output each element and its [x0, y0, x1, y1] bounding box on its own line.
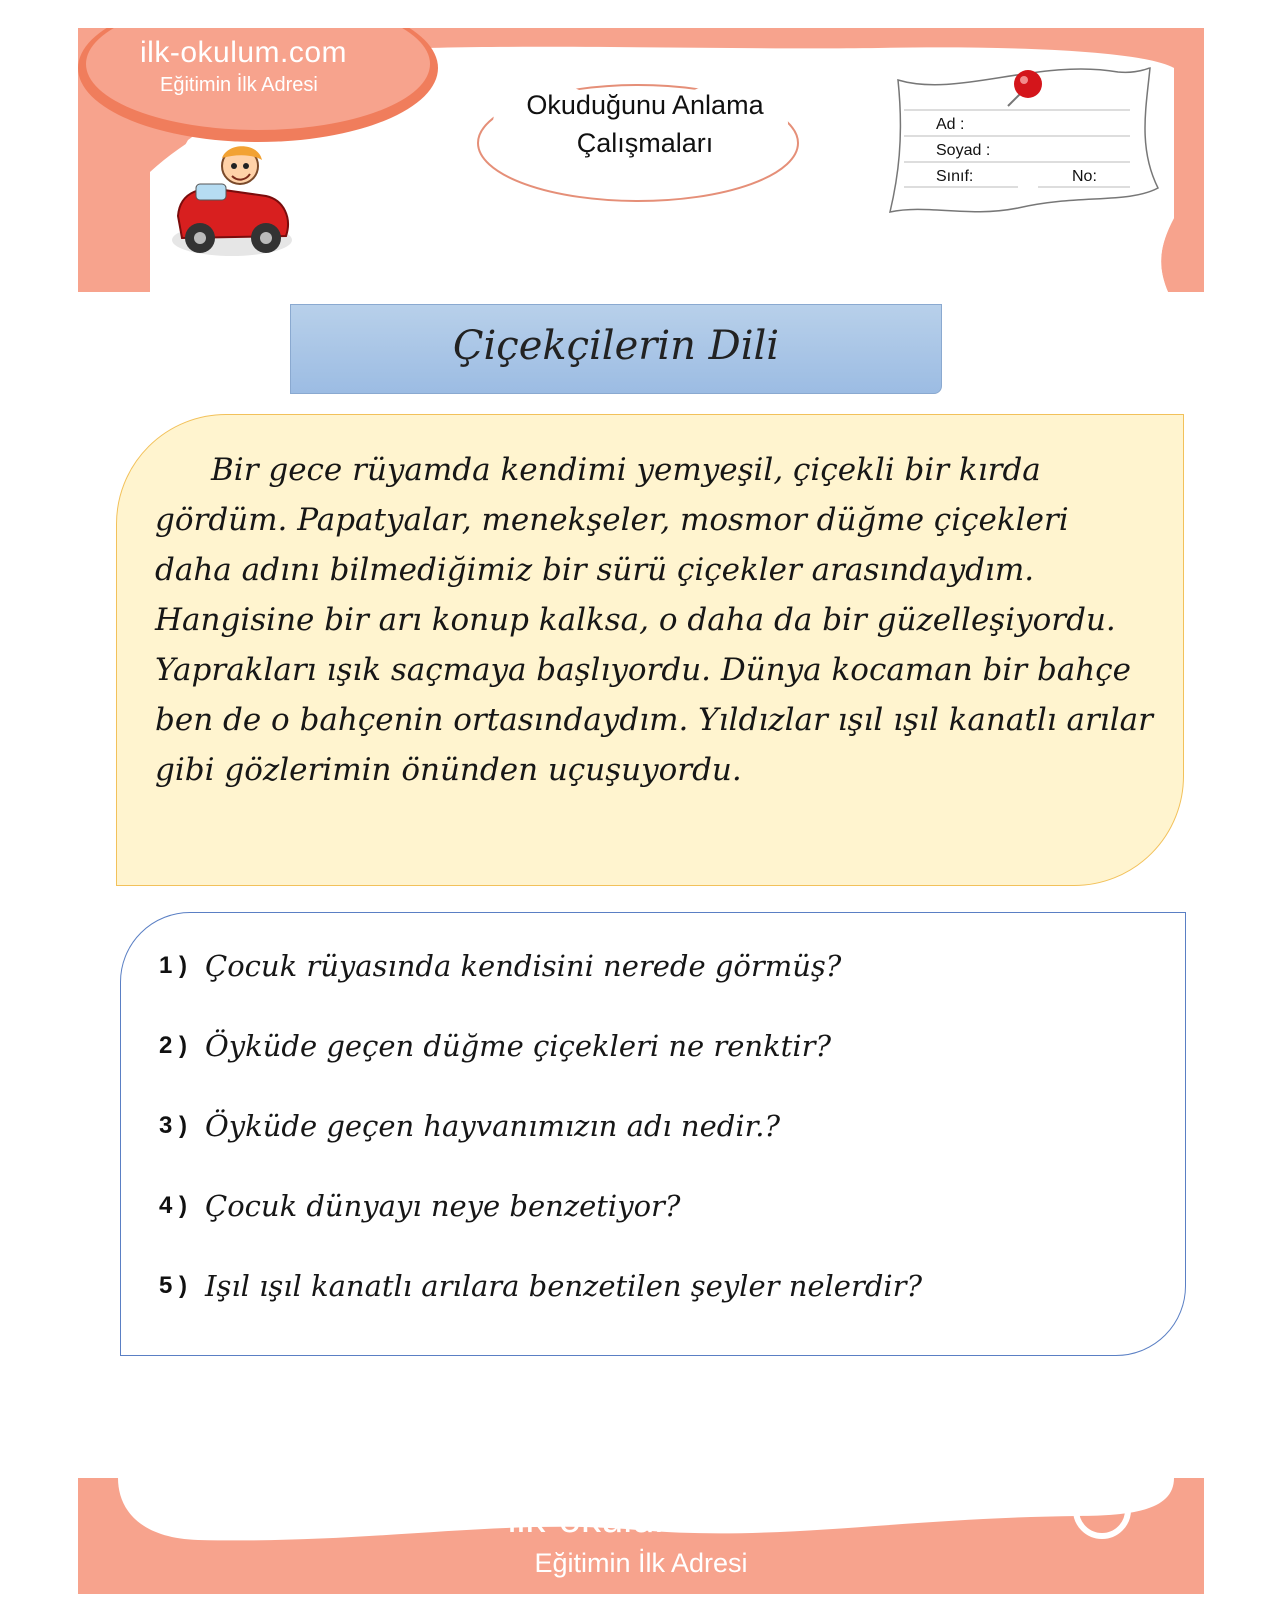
sinif-label: Sınıf: — [936, 168, 974, 185]
story-box — [116, 414, 1184, 886]
ad-label: Ad : — [936, 116, 965, 133]
question-1 — [159, 949, 841, 989]
question-text: Çocuk rüyasında kendisini nerede görmüş? — [205, 949, 842, 983]
question-text: Çocuk dünyayı neye benzetiyor? — [205, 1189, 681, 1223]
site-logo-title: ilk-okulum.com — [140, 36, 348, 69]
story-text: Bir gece rüyamda kendimi yemyeşil, çiçekli bir kırda gördüm. Papatyalar, menekşeler, mosmor düğme çiçekleri daha adını bilmediğimiz bir sürü çiçekler arasındaydım. Hangisine bir arı konup kalksa, o daha da bir güzelleşiyordu. Yaprakları ışık saçmaya başlıyordu. Dünya kocaman bir bahçe ben de o bahçenin ortasındaydım. Yıldızlar ışıl ışıl kanatlı arılar gibi gözlerimin önünden uçuşuyordu. — [155, 452, 1153, 788]
question-5 — [159, 1269, 922, 1309]
no-label: No: — [1072, 168, 1097, 185]
story-title-box — [290, 304, 942, 394]
soyad-label: Soyad : — [936, 142, 991, 159]
question-3 — [159, 1109, 780, 1149]
question-text: Öyküde geçen hayvanımızın adı nedir.? — [205, 1109, 781, 1143]
question-2 — [159, 1029, 831, 1069]
question-number: 4 ) — [159, 1192, 188, 1219]
worksheet-title — [480, 86, 810, 162]
question-text: Öyküde geçen düğme çiçekleri ne renktir? — [205, 1029, 832, 1063]
question-number: 5 ) — [159, 1272, 188, 1299]
worksheet-title-line1: Okuduğunu Anlama — [526, 90, 764, 120]
footer-tagline: Eğitimin İlk Adresi — [534, 1548, 748, 1578]
question-text: Işıl ışıl kanatlı arılara benzetilen şeyler nelerdir? — [205, 1269, 923, 1303]
story-title: Çiçekçilerin Dili — [452, 323, 780, 369]
footer-site-name: ilk-okulum.com — [507, 1497, 775, 1541]
questions-box — [120, 912, 1186, 1356]
question-4 — [159, 1189, 680, 1229]
site-logo-tagline: Eğitimin İlk Adresi — [160, 74, 318, 96]
question-number: 2 ) — [159, 1032, 188, 1059]
worksheet-title-line2: Çalışmaları — [576, 128, 714, 158]
question-number: 1 ) — [159, 952, 188, 979]
question-number: 3 ) — [159, 1112, 188, 1139]
